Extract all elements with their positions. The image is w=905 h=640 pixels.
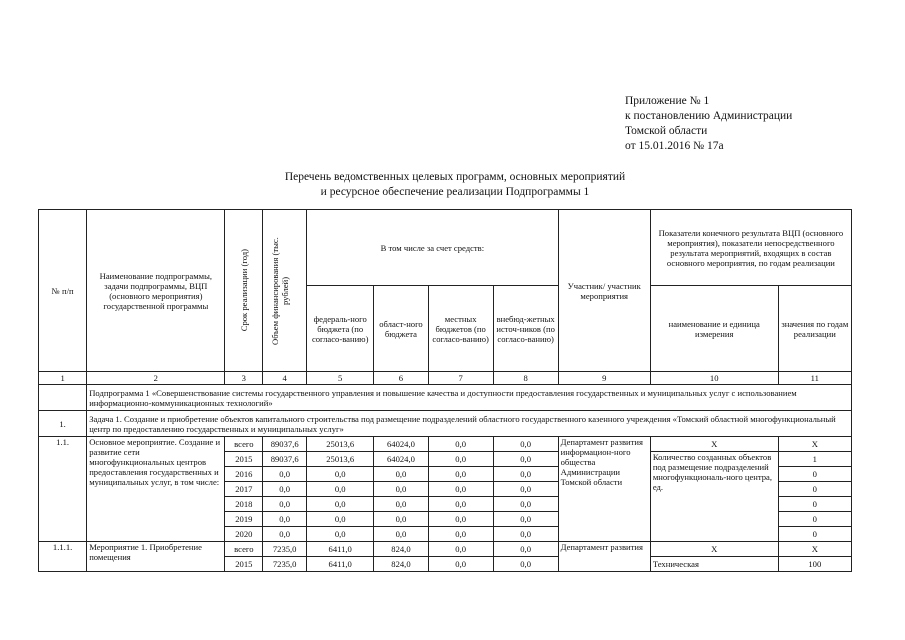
row-participant: Департамент развития информацион-ного общества Администрации Томской области: [558, 437, 650, 542]
cell-local: 0,0: [428, 542, 493, 557]
row-num: 1.1.1.: [39, 542, 87, 572]
cell-local: 0,0: [428, 437, 493, 452]
col-num: 11: [778, 372, 851, 385]
header-volume: [263, 210, 307, 372]
header-ind-values: значения по годам реализации: [778, 286, 851, 372]
header-indicators: Показатели конечного результата ВЦП (основного мероприятия), показатели непосредственного результата мероприятий, входящих в состав основного мероприятия, по годам реализации: [650, 210, 851, 286]
cell-term: 2016: [225, 467, 263, 482]
task-num: 1.: [39, 411, 87, 437]
cell-term: 2015: [225, 557, 263, 572]
cell-regional: 824,0: [374, 557, 428, 572]
cell-volume: 0,0: [263, 497, 307, 512]
cell-term: 2017: [225, 482, 263, 497]
row-ind-name: Количество созданных объектов под размещение подразделений многофункциональ-ного центра, ед.: [650, 452, 778, 542]
cell-ind-name: Х: [650, 437, 778, 452]
cell-ind-name: Х: [650, 542, 778, 557]
cell-federal: 25013,6: [307, 437, 374, 452]
cell-local: 0,0: [428, 467, 493, 482]
cell-term: 2018: [225, 497, 263, 512]
cell-extra: 0,0: [493, 557, 558, 572]
appendix-line: Приложение № 1: [625, 95, 710, 107]
cell-ind-value: 0: [778, 512, 851, 527]
row-participant: Департамент развития: [558, 542, 650, 572]
cell-local: 0,0: [428, 557, 493, 572]
cell-term: 2015: [225, 452, 263, 467]
cell-regional: 824,0: [374, 542, 428, 557]
appendix-note: [625, 94, 792, 154]
header-num: № п/п: [39, 210, 87, 372]
cell-volume: 0,0: [263, 512, 307, 527]
col-num: 5: [307, 372, 374, 385]
header-regional: област-ного бюджета: [374, 286, 428, 372]
task-title: Задача 1. Создание и приобретение объектов капитального строительства под размещение подразделений областного государственного казенного учреждения «Томский областной многофункциональный центр по предоставлению государственных и муниципальных услуг»: [87, 411, 852, 437]
col-num: 2: [87, 372, 225, 385]
cell-regional: 64024,0: [374, 452, 428, 467]
header-term-text: Срок реализации (год): [238, 249, 249, 332]
header-federal: федераль-ного бюджета (по согласо-ванию): [307, 286, 374, 372]
cell-federal: 0,0: [307, 497, 374, 512]
appendix-line: к постановлению Администрации: [625, 110, 793, 122]
cell-regional: 0,0: [374, 467, 428, 482]
cell-ind-value: 0: [778, 467, 851, 482]
header-volume-text: Объем финансирования (тыс. рублей): [269, 236, 290, 345]
row-name: Основное мероприятие. Создание и развитие сети многофункциональных центров предоставления государственных и муниципальных услуг, в том числе:: [87, 437, 225, 542]
header-term: [225, 210, 263, 372]
appendix-line: Томской области: [625, 125, 708, 137]
cell-local: 0,0: [428, 482, 493, 497]
col-num: 9: [558, 372, 650, 385]
cell-ind-name: Техническая: [650, 557, 778, 572]
cell-extra: 0,0: [493, 527, 558, 542]
cell-federal: 6411,0: [307, 542, 374, 557]
cell-term: 2020: [225, 527, 263, 542]
col-num: 4: [263, 372, 307, 385]
cell-regional: 0,0: [374, 497, 428, 512]
header-ind-name: наименование и единица измерения: [650, 286, 778, 372]
cell-extra: 0,0: [493, 497, 558, 512]
subprogram-title: Подпрограмма 1 «Совершенствование системы государственного управления и повышение качества и доступности предоставления государственных и муниципальных услуг с использованием информационно-коммуникационных технологий»: [87, 385, 852, 411]
col-num: 3: [225, 372, 263, 385]
cell-volume: 7235,0: [263, 557, 307, 572]
cell-local: 0,0: [428, 512, 493, 527]
cell-ind-value: 0: [778, 482, 851, 497]
cell-extra: 0,0: [493, 437, 558, 452]
cell-volume: 89037,6: [263, 452, 307, 467]
cell-extra: 0,0: [493, 467, 558, 482]
cell-local: 0,0: [428, 497, 493, 512]
cell-extra: 0,0: [493, 482, 558, 497]
cell-volume: 0,0: [263, 527, 307, 542]
cell-extra: 0,0: [493, 542, 558, 557]
cell-federal: 0,0: [307, 512, 374, 527]
table-row: [39, 437, 852, 452]
cell-federal: 0,0: [307, 527, 374, 542]
cell-volume: 0,0: [263, 467, 307, 482]
cell-ind-value: 0: [778, 497, 851, 512]
cell-ind-value: Х: [778, 542, 851, 557]
document-title: [240, 170, 670, 200]
header-participant: Участник/ участник мероприятия: [558, 210, 650, 372]
header-extra: внебюд-жетных источ-ников (по согласо-ванию): [493, 286, 558, 372]
cell-federal: 6411,0: [307, 557, 374, 572]
cell-extra: 0,0: [493, 452, 558, 467]
title-line: Перечень ведомственных целевых программ, основных мероприятий: [284, 171, 626, 183]
cell-local: 0,0: [428, 527, 493, 542]
col-num: 8: [493, 372, 558, 385]
row-name: Мероприятие 1. Приобретение помещения: [87, 542, 225, 572]
column-numbers-row: [39, 372, 852, 385]
cell-volume: 7235,0: [263, 542, 307, 557]
title-line: и ресурсное обеспечение реализации Подпрограммы 1: [320, 186, 590, 198]
header-local: местных бюджетов (по согласо-ванию): [428, 286, 493, 372]
cell-volume: 89037,6: [263, 437, 307, 452]
cell-federal: 25013,6: [307, 452, 374, 467]
cell-regional: 0,0: [374, 512, 428, 527]
cell-ind-value: 1: [778, 452, 851, 467]
cell-extra: 0,0: [493, 512, 558, 527]
cell-term: 2019: [225, 512, 263, 527]
program-table: [38, 209, 852, 572]
subprogram-num-cell: [39, 385, 87, 411]
cell-local: 0,0: [428, 452, 493, 467]
cell-regional: 0,0: [374, 482, 428, 497]
cell-term: всего: [225, 542, 263, 557]
cell-ind-value: 0: [778, 527, 851, 542]
cell-volume: 0,0: [263, 482, 307, 497]
cell-regional: 0,0: [374, 527, 428, 542]
header-name: Наименование подпрограммы, задачи подпрограммы, ВЦП (основного мероприятия) государственной программы: [87, 210, 225, 372]
appendix-line: от 15.01.2016 № 17а: [625, 140, 724, 152]
col-num: 6: [374, 372, 428, 385]
cell-federal: 0,0: [307, 467, 374, 482]
cell-term: всего: [225, 437, 263, 452]
cell-regional: 64024,0: [374, 437, 428, 452]
col-num: 10: [650, 372, 778, 385]
cell-federal: 0,0: [307, 482, 374, 497]
col-num: 7: [428, 372, 493, 385]
col-num: 1: [39, 372, 87, 385]
cell-ind-value: 100: [778, 557, 851, 572]
row-num: 1.1.: [39, 437, 87, 542]
header-incl: В том числе за счет средств:: [307, 210, 558, 286]
cell-ind-value: Х: [778, 437, 851, 452]
table-row: [39, 542, 852, 557]
